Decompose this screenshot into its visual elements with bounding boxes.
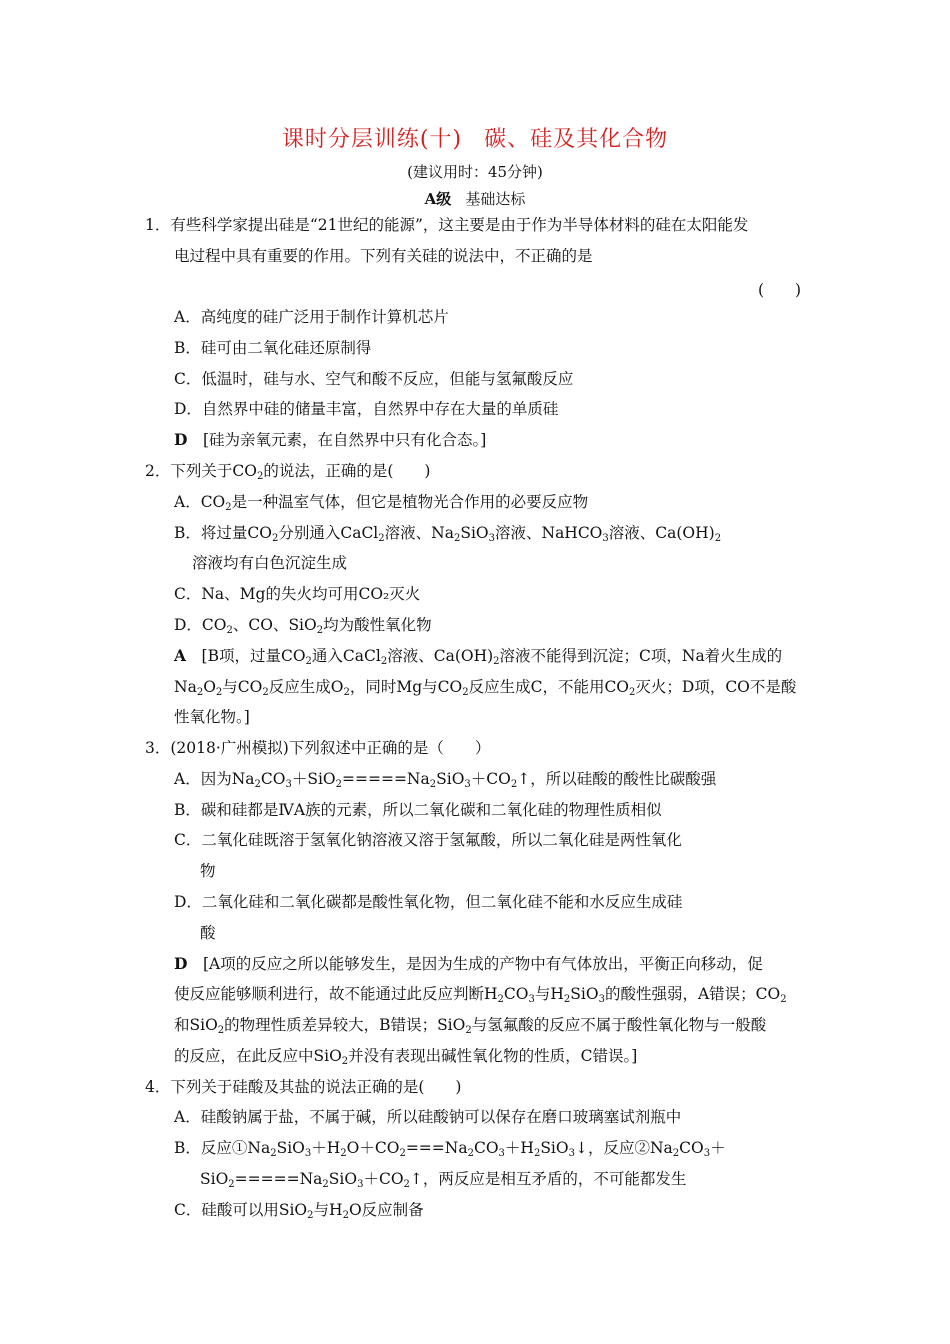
q2-answer-letter: A — [174, 646, 187, 665]
q2-answer-line1: A [B项，过量$CO_2$通入CaCl$_2$溶液、$Ca(OH)_2$溶液不能得到沉淀；C项，Na着火生成的 — [174, 646, 783, 667]
q3-option-b: B．碳和硅都是ⅣA族的元素，所以二氧化碳和二氧化硅的物理性质相似 — [174, 801, 662, 819]
q3-answer-line3: 和SiO$_2$的物理性质差异较大，B错误；SiO$_2$与氢氟酸的反应不属于酸性氧化物与一般酸 — [174, 1016, 767, 1036]
q2-stem: 2．下列关于$CO_2$的说法，正确的是( ) — [145, 462, 431, 482]
q1-answer-text: [硅为亲氧元素，在自然界中只有化合态。] — [202, 431, 487, 449]
q4-option-c: C．硅酸可以用SiO$_2$与$H_2O$反应制备 — [174, 1201, 424, 1221]
q3-stem: 3．(2018·广州模拟)下列叙述中正确的是（ ） — [145, 739, 491, 757]
q3-answer-line4: 的反应，在此反应中SiO$_2$并没有表现出碱性氧化物的性质，C错误。] — [174, 1047, 638, 1067]
q3-option-c-line2: 物 — [200, 862, 216, 880]
q2-option-d: D．$CO_2$、CO、SiO$_2$均为酸性氧化物 — [174, 616, 432, 636]
q2-answer-line3: 性氧化物。] — [174, 708, 250, 726]
q2-option-c: C．Na、Mg的失火均可用CO₂灭火 — [174, 585, 421, 603]
q1-answer — [174, 430, 486, 450]
q2-option-a: A．$CO_2$是一种温室气体，但它是植物光合作用的必要反应物 — [174, 493, 589, 513]
q3-option-a: A．因为$Na_2CO_3+SiO_2=====Na_2SiO_3+CO_2↑$，所以硅酸的酸性比碳酸强 — [174, 770, 717, 790]
title-topic: 碳、硅及其化合物 — [484, 127, 669, 152]
page-title — [0, 122, 950, 153]
q3-option-d-line1: D．二氧化硅和二氧化碳都是酸性氧化物，但二氧化硅不能和水反应生成硅 — [174, 893, 683, 911]
q2-answer-line2: $Na_2O_2$与$CO_2$反应生成$O_2$，同时Mg与$CO_2$反应生成C，不能用$CO_2$灭火；D项，CO不是酸 — [174, 678, 797, 698]
q1-option-a: A．高纯度的硅广泛用于制作计算机芯片 — [174, 308, 449, 326]
q4-stem: 4．下列关于硅酸及其盐的说法正确的是( ) — [145, 1078, 462, 1096]
q1-option-d: D．自然界中硅的储量丰富，自然界中存在大量的单质硅 — [174, 400, 559, 418]
q1-answer-blank: ( ) — [758, 281, 802, 299]
q4-option-b-line2: $SiO_2=====Na_2SiO_3+CO_2↑$，两反应是相互矛盾的，不可能都发生 — [200, 1170, 687, 1190]
q4-option-b-line1: B．反应$①Na_2SiO_3+H_2O+CO_2===Na_2CO_3+H_2SiO_3↓$，反应$②Na_2CO_3+$ — [174, 1139, 726, 1159]
q3-answer-line1: D [A项的反应之所以能够发生，是因为生成的产物中有气体放出，平衡正向移动，促 — [174, 954, 763, 973]
level-tag: A级 — [424, 190, 452, 208]
title-main: 课时分层训练(十) — [281, 127, 463, 152]
q3-option-c-line1: C．二氧化硅既溶于氢氧化钠溶液又溶于氢氟酸，所以二氧化硅是两性氧化 — [174, 831, 682, 849]
q4-option-a: A．硅酸钠属于盐，不属于碱，所以硅酸钠可以保存在磨口玻璃塞试剂瓶中 — [174, 1108, 682, 1126]
q1-stem-line1: 1．有些科学家提出硅是“21世纪的能源”，这主要是由于作为半导体材料的硅在太阳能发 — [145, 216, 749, 234]
q1-option-c: C．低温时，硅与水、空气和酸不反应，但能与氢氟酸反应 — [174, 370, 574, 388]
q3-option-d-line2: 酸 — [200, 924, 216, 942]
level-name: 基础达标 — [465, 190, 526, 208]
q1-stem-line2: 电过程中具有重要的作用。下列有关硅的说法中，不正确的是 — [174, 247, 593, 265]
q1-option-b: B．硅可由二氧化硅还原制得 — [174, 339, 372, 357]
level-heading — [0, 188, 950, 209]
q2-option-b-line2: 溶液均有白色沉淀生成 — [192, 554, 348, 572]
time-note: (建议用时：45分钟) — [407, 163, 543, 181]
q3-answer-letter: D — [174, 954, 188, 973]
q2-option-b-line1: B．将过量$CO_2$分别通入CaCl$_2$溶液、$Na_2SiO_3$溶液、NaHCO$_3$溶液、$Ca(OH)_2$ — [174, 524, 722, 544]
q1-answer-letter: D — [174, 430, 188, 449]
q3-answer-line2: 使反应能够顺利进行，故不能通过此反应判断$H_2CO_3$与$H_2SiO_3$的酸性强弱，A错误；$CO_2$ — [174, 985, 787, 1005]
